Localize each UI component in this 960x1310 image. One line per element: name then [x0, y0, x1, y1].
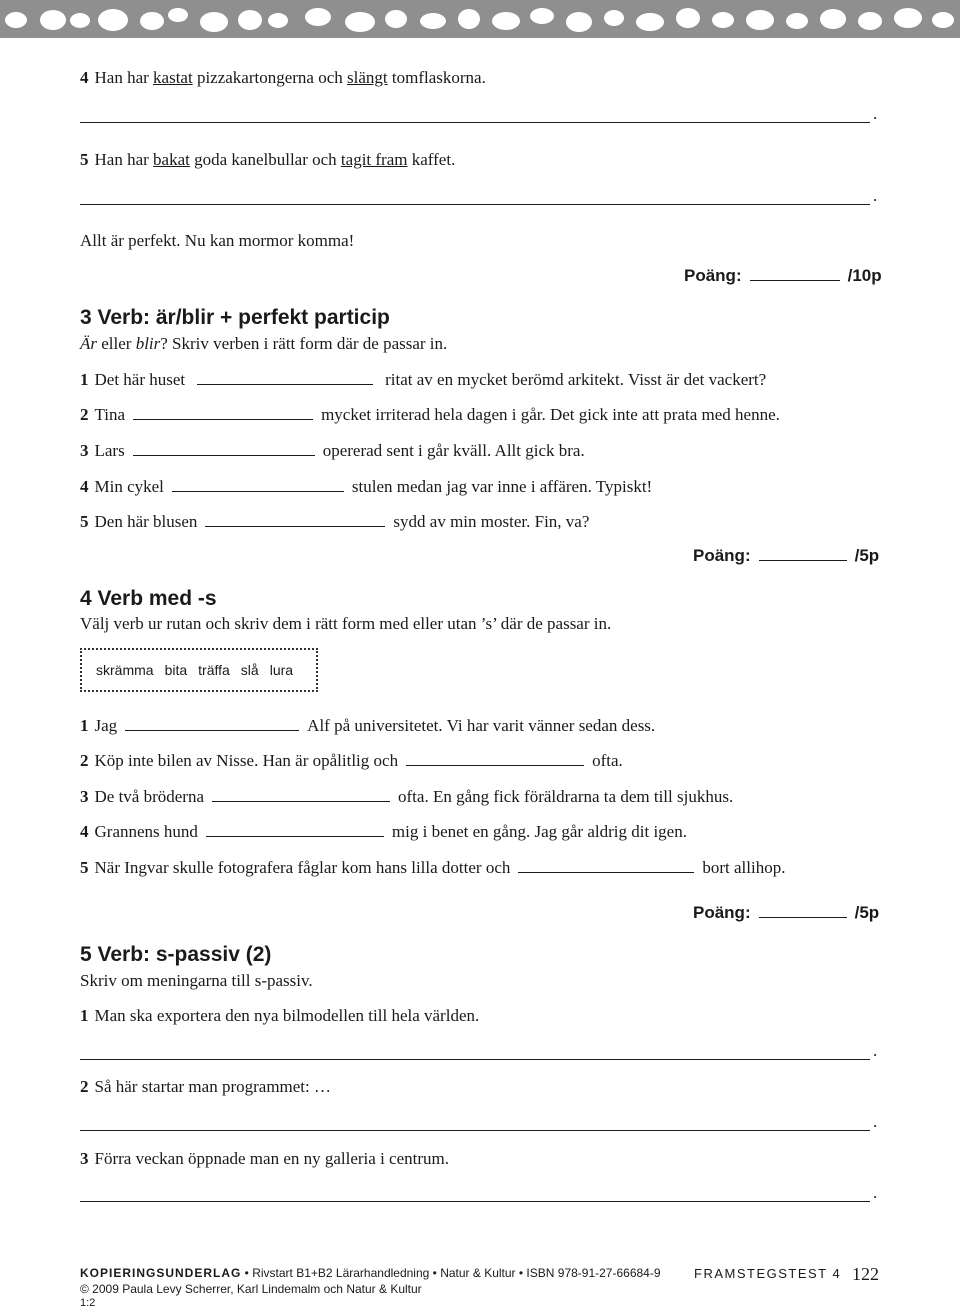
exercise-item: 5 Den här blusen sydd av min moster. Fin, va?: [80, 512, 590, 531]
exercise-item: 3 Lars opererad sent i går kväll. Allt gick bra.: [80, 441, 585, 460]
sentence-period: .: [873, 1041, 878, 1060]
exercise-item: 5 Han har bakat goda kanelbullar och tagit fram kaffet.: [80, 150, 456, 169]
answer-blank[interactable]: [133, 405, 313, 420]
sentence-period: .: [873, 104, 878, 123]
exercise-item: 4 Han har kastat pizzakartongerna och slängt tomflaskorna.: [80, 68, 486, 87]
closing-text: Allt är perfekt. Nu kan mormor komma!: [80, 231, 355, 250]
exercise-item: 1 Jag Alf på universitetet. Vi har varit vänner sedan dess.: [80, 716, 656, 735]
exercise-heading: 5 Verb: s-passiv (2): [80, 943, 272, 966]
footer-copyright: © 2009 Paula Levy Scherrer, Karl Lindemalm och Natur & Kultur: [80, 1282, 422, 1296]
exercise-item: 2 Så här startar man programmet: …: [80, 1077, 332, 1096]
sentence-period: .: [873, 1112, 878, 1131]
score-input[interactable]: [750, 266, 840, 281]
answer-blank[interactable]: [125, 716, 299, 731]
sentence-period: .: [873, 186, 878, 205]
score-input[interactable]: [759, 903, 847, 918]
answer-line[interactable]: [80, 1130, 870, 1131]
score-input[interactable]: [759, 546, 847, 561]
word-box: [80, 648, 318, 692]
exercise-item: 4 Grannens hund mig i benet en gång. Jag går aldrig dit igen.: [80, 822, 687, 841]
answer-blank[interactable]: [197, 370, 373, 385]
word-option: lura: [269, 662, 294, 678]
sentence-period: .: [873, 1183, 878, 1202]
answer-line[interactable]: [80, 122, 870, 123]
answer-blank[interactable]: [406, 751, 584, 766]
exercise-instruction: Är eller blir? Skriv verben i rätt form där de passar in.: [80, 334, 448, 353]
answer-line[interactable]: [80, 1201, 870, 1202]
exercise-item: 2 Tina mycket irriterad hela dagen i går. Det gick inte att prata med henne.: [80, 405, 780, 424]
answer-line[interactable]: [80, 1059, 870, 1060]
exercise-item: 4 Min cykel stulen medan jag var inne i affären. Typiskt!: [80, 477, 653, 496]
exercise-item: 3 De två bröderna ofta. En gång fick föräldrarna ta dem till sjukhus.: [80, 787, 734, 806]
exercise-instruction: Välj verb ur rutan och skriv dem i rätt form med eller utan ’s’ där de passar in.: [80, 614, 612, 633]
answer-blank[interactable]: [205, 512, 385, 527]
exercise-heading: 4 Verb med -s: [80, 587, 217, 610]
exercise-item: 1 Det här huset ritat av en mycket berömd arkitekt. Visst är det vackert?: [80, 370, 767, 389]
score-field: Poäng: /10p: [684, 266, 882, 285]
exercise-item: 5 När Ingvar skulle fotografera fåglar kom hans lilla dotter och bort allihop.: [80, 858, 786, 877]
answer-line[interactable]: [80, 204, 870, 205]
test-label: FRAMSTEGSTEST 4: [694, 1266, 842, 1281]
score-field: Poäng: /5p: [693, 903, 880, 922]
answer-blank[interactable]: [206, 822, 384, 837]
score-field: Poäng: /5p: [693, 546, 880, 565]
exercise-heading: 3 Verb: är/blir + perfekt particip: [80, 306, 390, 329]
footer-info: KOPIERINGSUNDERLAG • Rivstart B1+B2 Lärarhandledning • Natur & Kultur • ISBN 978-91-27-66684-9: [80, 1266, 661, 1280]
word-option: bita: [164, 662, 188, 678]
header-decoration-band: [0, 0, 960, 38]
footer-code: 1:2: [80, 1297, 96, 1309]
word-option: träffa: [198, 662, 230, 678]
word-option: slå: [240, 662, 259, 678]
word-option: skrämma: [96, 662, 154, 678]
exercise-item: 3 Förra veckan öppnade man en ny galleria i centrum.: [80, 1149, 450, 1168]
answer-blank[interactable]: [172, 477, 344, 492]
exercise-instruction: Skriv om meningarna till s-passiv.: [80, 971, 313, 990]
answer-blank[interactable]: [518, 858, 694, 873]
page-number: 122: [852, 1264, 879, 1284]
answer-blank[interactable]: [212, 787, 390, 802]
exercise-item: 2 Köp inte bilen av Nisse. Han är opålitlig och ofta.: [80, 751, 623, 770]
exercise-item: 1 Man ska exportera den nya bilmodellen till hela världen.: [80, 1006, 480, 1025]
answer-blank[interactable]: [133, 441, 315, 456]
